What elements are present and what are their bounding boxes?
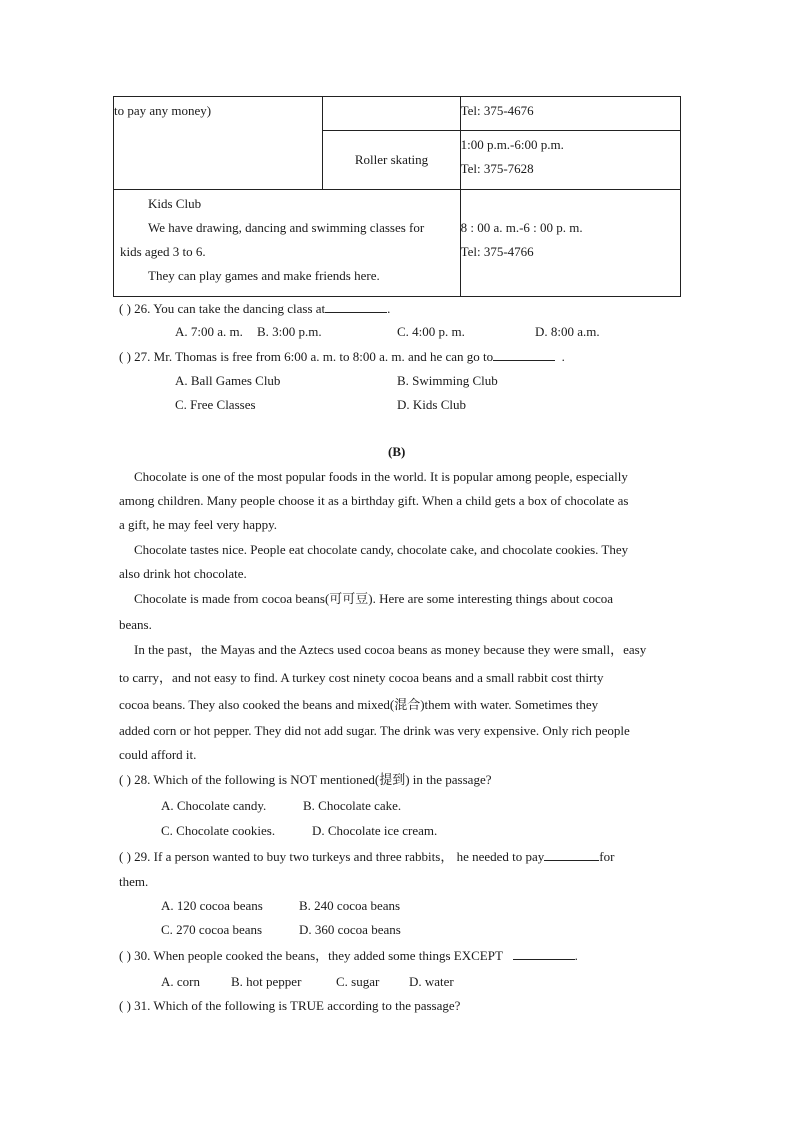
question-text: 28. Which of the following is NOT mentioned(提到) in the passage? bbox=[134, 772, 492, 787]
question-27 bbox=[119, 348, 565, 365]
passage-line: among children. Many people choose it as a birthday gift. When a child gets a box of chocolate as bbox=[119, 493, 629, 508]
passage-line: Chocolate is one of the most popular foods in the world. It is popular among people, especially bbox=[134, 469, 628, 484]
option-27-a: A. Ball Games Club bbox=[175, 373, 281, 388]
option-26-c: C. 4:00 p. m. bbox=[397, 324, 465, 339]
answer-blank bbox=[325, 300, 387, 313]
table-text: Tel: 375-4676 bbox=[460, 103, 534, 118]
question-29 bbox=[119, 848, 614, 865]
answer-paren: ( ) bbox=[119, 948, 131, 963]
question-28 bbox=[119, 772, 491, 788]
passage-line: In the past，the Mayas and the Aztecs used cocoa beans as money because they were small，easy bbox=[134, 642, 647, 657]
table-text: kids aged 3 to 6. bbox=[120, 244, 206, 259]
passage-line: added corn or hot pepper. They did not add sugar. The drink was very expensive. Only rich people bbox=[119, 723, 630, 738]
passage-line: to carry，and not easy to find. A turkey cost ninety cocoa beans and a small rabbit cost thirty bbox=[119, 670, 604, 685]
option-29-c: C. 270 cocoa beans bbox=[161, 922, 263, 937]
passage-line: Chocolate tastes nice. People eat chocolate candy, chocolate cake, and chocolate cookies. They bbox=[134, 542, 629, 557]
option-26-a: A. 7:00 a. m. bbox=[175, 324, 243, 339]
answer-paren: ( ) bbox=[119, 301, 131, 316]
option-27-b: B. Swimming Club bbox=[397, 373, 498, 388]
option-26-b: B. 3:00 p.m. bbox=[257, 324, 322, 339]
passage-line: could afford it. bbox=[119, 747, 197, 762]
table-cell-free-classes-tail bbox=[114, 97, 323, 190]
table-text: They can play games and make friends here. bbox=[148, 268, 380, 283]
activity-table bbox=[113, 96, 681, 297]
answer-blank bbox=[513, 947, 575, 960]
passage-line: beans. bbox=[119, 617, 152, 632]
question-text: 27. Mr. Thomas is free from 6:00 a. m. to 8:00 a. m. and he can go to bbox=[134, 349, 494, 364]
table-text: 1:00 p.m.-6:00 p.m. bbox=[460, 137, 564, 152]
punct: . bbox=[574, 948, 578, 963]
option-30-c: C. sugar bbox=[336, 974, 380, 989]
question-31 bbox=[119, 998, 460, 1014]
question-26 bbox=[119, 300, 390, 317]
option-27-d: D. Kids Club bbox=[397, 397, 466, 412]
table-text: Tel: 375-4766 bbox=[460, 244, 534, 259]
question-text: 31. Which of the following is TRUE according to the passage? bbox=[134, 998, 461, 1013]
question-text: 30. When people cooked the beans，they added some things EXCEPT bbox=[134, 948, 503, 963]
table-cell-empty bbox=[323, 97, 460, 131]
question-text: 26. You can take the dancing class at bbox=[134, 301, 326, 316]
option-28-d: D. Chocolate ice cream. bbox=[312, 823, 438, 838]
option-28-c: C. Chocolate cookies. bbox=[161, 823, 276, 838]
option-30-d: D. water bbox=[409, 974, 454, 989]
table-text: We have drawing, dancing and swimming classes for bbox=[148, 220, 425, 235]
table-cell-roller-label bbox=[323, 131, 460, 190]
question-text: 29. If a person wanted to buy two turkeys and three rabbits， he needed to pay bbox=[134, 849, 545, 864]
question-text: for bbox=[599, 849, 615, 864]
section-heading: (B) bbox=[388, 444, 406, 459]
answer-paren: ( ) bbox=[119, 998, 131, 1013]
answer-paren: ( ) bbox=[119, 849, 131, 864]
punct: . bbox=[387, 301, 391, 316]
question-30 bbox=[119, 947, 578, 964]
answer-blank bbox=[544, 848, 599, 861]
table-text: to pay any money) bbox=[114, 103, 212, 118]
answer-blank bbox=[493, 348, 555, 361]
answer-paren: ( ) bbox=[119, 772, 131, 787]
option-27-c: C. Free Classes bbox=[175, 397, 256, 412]
table-text: 8 : 00 a. m.-6 : 00 p. m. bbox=[460, 220, 583, 235]
option-28-b: B. Chocolate cake. bbox=[303, 798, 402, 813]
option-29-d: D. 360 cocoa beans bbox=[299, 922, 401, 937]
passage-line: a gift, he may feel very happy. bbox=[119, 517, 277, 532]
question-29-cont: them. bbox=[119, 874, 149, 889]
punct: . bbox=[561, 349, 565, 364]
table-text: Kids Club bbox=[148, 196, 202, 211]
passage-line: Chocolate is made from cocoa beans(可可豆). Here are some interesting things about cocoa bbox=[134, 591, 614, 606]
passage-line: also drink hot chocolate. bbox=[119, 566, 247, 581]
table-text: Tel: 375-7628 bbox=[460, 161, 534, 176]
table-text: Roller skating bbox=[354, 152, 429, 167]
passage-line: cocoa beans. They also cooked the beans and mixed(混合)them with water. Sometimes they bbox=[119, 697, 599, 712]
table-cell-kids-info bbox=[460, 190, 680, 297]
option-29-a: A. 120 cocoa beans bbox=[161, 898, 263, 913]
option-28-a: A. Chocolate candy. bbox=[161, 798, 267, 813]
option-30-a: A. corn bbox=[161, 974, 200, 989]
table-cell-kids-club bbox=[114, 190, 461, 297]
option-30-b: B. hot pepper bbox=[231, 974, 302, 989]
option-29-b: B. 240 cocoa beans bbox=[299, 898, 401, 913]
table-cell-roller-info bbox=[460, 131, 680, 190]
answer-paren: ( ) bbox=[119, 349, 131, 364]
table-cell-tel bbox=[460, 97, 680, 131]
option-26-d: D. 8:00 a.m. bbox=[535, 324, 600, 339]
